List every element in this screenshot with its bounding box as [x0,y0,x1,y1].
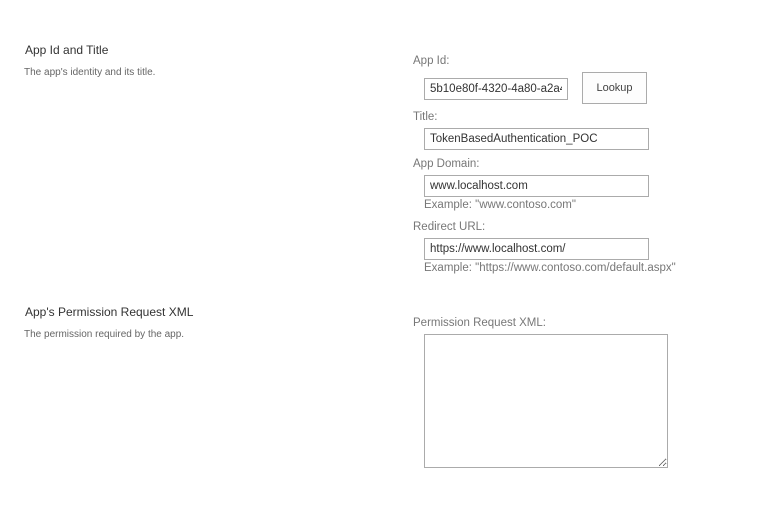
app-domain-input[interactable] [424,175,649,197]
permission-section-description: The permission required by the app. [24,329,185,340]
app-id-title-section-description: The app's identity and its title. [24,67,156,78]
title-input[interactable] [424,128,649,150]
permission-xml-label: Permission Request XML: [413,317,546,329]
permission-xml-textarea[interactable] [424,334,668,468]
app-domain-label: App Domain: [413,158,480,170]
app-domain-example: Example: "www.contoso.com" [424,199,576,211]
redirect-url-example: Example: "https://www.contoso.com/default.aspx" [424,262,676,274]
permission-section-heading: App's Permission Request XML [25,305,194,319]
app-id-label: App Id: [413,55,450,67]
app-id-title-section-heading: App Id and Title [25,43,109,57]
redirect-url-label: Redirect URL: [413,221,486,233]
title-label: Title: [413,111,438,123]
redirect-url-input[interactable] [424,238,649,260]
lookup-button[interactable]: Lookup [582,72,647,104]
app-id-input[interactable] [424,78,568,100]
